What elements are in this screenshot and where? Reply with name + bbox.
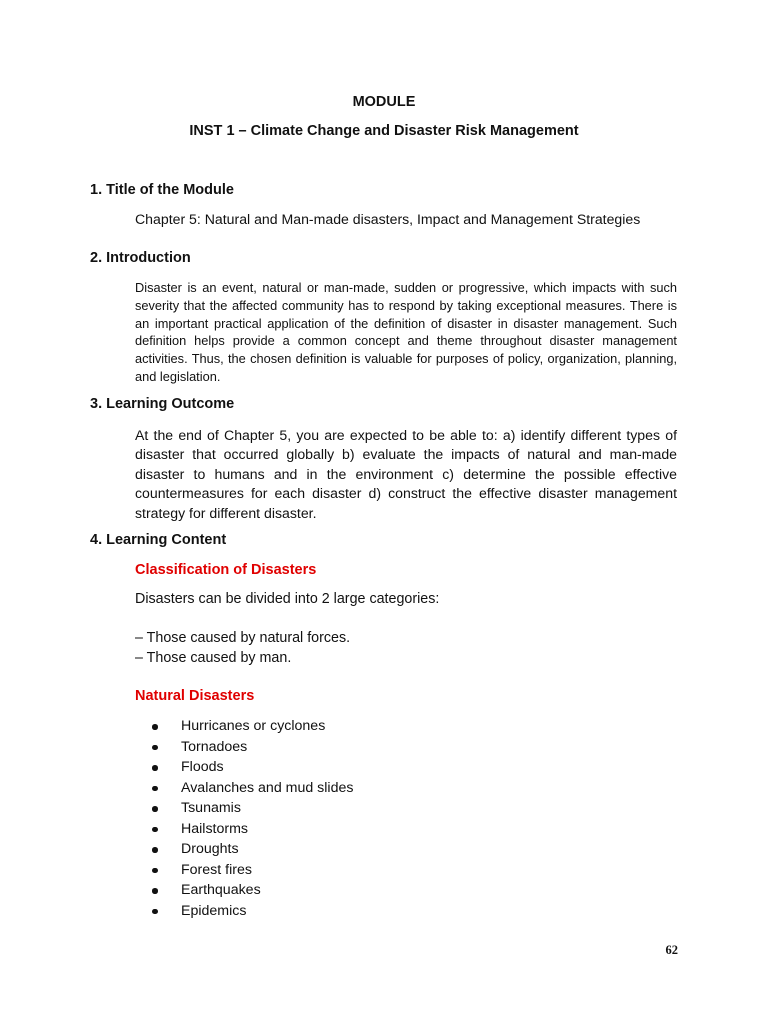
classification-heading: Classification of Disasters [135, 562, 317, 578]
section-heading-title: 1. Title of the Module [90, 182, 234, 198]
learning-outcome-paragraph: At the end of Chapter 5, you are expected to be able to: a) identify different types of disaster that occurred globally b) evaluate the impacts of natural and man-made disaster to humans and in the environment c) determine the possible effective countermeasures for each disaster d) construct the effective disaster management strategy for different disaster. [135, 427, 677, 521]
section-heading-introduction: 2. Introduction [90, 250, 191, 266]
bullet-icon [152, 786, 158, 792]
list-item: Earthquakes [152, 880, 353, 901]
list-item: Hailstorms [152, 819, 353, 840]
list-item: Hurricanes or cyclones [152, 716, 353, 737]
list-item: Forest fires [152, 860, 353, 881]
list-item: Droughts [152, 839, 353, 860]
bullet-icon [152, 888, 158, 894]
page-number: 62 [665, 943, 678, 957]
list-item: Tsunamis [152, 798, 353, 819]
list-item: Tornadoes [152, 737, 353, 758]
bullet-icon [152, 806, 158, 812]
module-title: INST 1 – Climate Change and Disaster Risk Management [189, 123, 579, 139]
category-natural: – Those caused by natural forces. [135, 630, 351, 646]
list-item: Floods [152, 757, 353, 778]
bullet-icon [152, 745, 158, 751]
natural-disasters-heading: Natural Disasters [135, 688, 255, 704]
bullet-icon [152, 724, 158, 730]
module-chapter-title: Chapter 5: Natural and Man-made disasters, Impact and Management Strategies [135, 211, 641, 227]
bullet-icon [152, 847, 158, 853]
bullet-icon [152, 827, 158, 833]
list-item: Epidemics [152, 901, 353, 922]
natural-disasters-list [152, 716, 353, 921]
category-man: – Those caused by man. [135, 650, 292, 666]
classification-intro: Disasters can be divided into 2 large categories: [135, 591, 440, 607]
module-label: MODULE [352, 94, 416, 110]
bullet-icon [152, 765, 158, 771]
introduction-paragraph: Disaster is an event, natural or man-made, sudden or progressive, which impacts with such severity that the affected community has to respond by taking exceptional measures. There is an important practical application of the definition of disaster in disaster management. Such definition helps provide a common concept and theme throughout disaster management activities. Thus, the chosen definition is valuable for purposes of policy, organization, planning, and legislation. [135, 280, 677, 384]
section-heading-learning-content: 4. Learning Content [90, 532, 227, 548]
section-heading-learning-outcome: 3. Learning Outcome [90, 396, 235, 412]
bullet-icon [152, 909, 158, 915]
list-item: Avalanches and mud slides [152, 778, 353, 799]
bullet-icon [152, 868, 158, 874]
